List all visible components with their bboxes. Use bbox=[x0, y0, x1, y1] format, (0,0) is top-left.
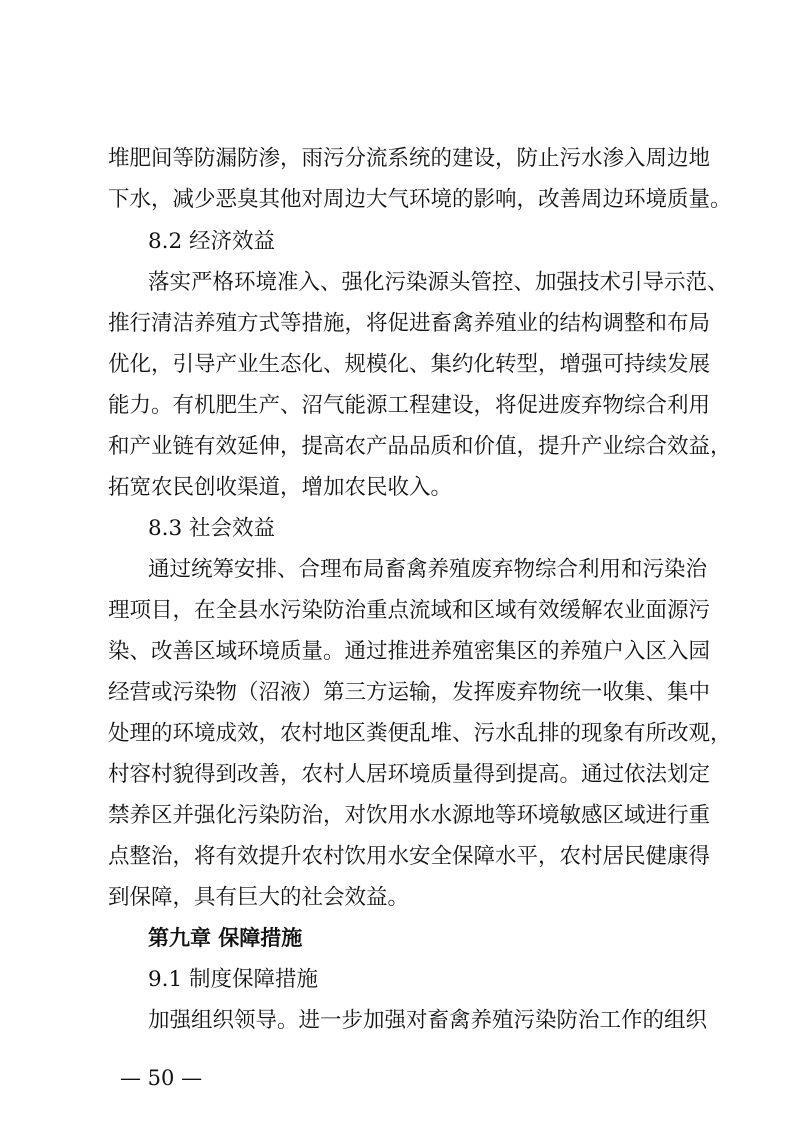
page-number: — 50 — bbox=[120, 1066, 203, 1090]
paragraph-line: 染、改善区域环境质量。通过推进养殖密集区的养殖户入区入园 bbox=[108, 639, 711, 664]
paragraph-line: 点整治，将有效提升农村饮用水安全保障水平，农村居民健康得 bbox=[108, 844, 711, 869]
paragraph-line: 通过统筹安排、合理布局畜禽养殖废弃物综合利用和污染治 bbox=[148, 557, 708, 582]
paragraph-line: 能力。有机肥生产、沼气能源工程建设，将促进废弃物综合利用 bbox=[108, 393, 711, 418]
section-heading-8-3: 8.3 社会效益 bbox=[148, 516, 276, 541]
paragraph-line: 村容村貌得到改善，农村人居环境质量得到提高。通过依法划定 bbox=[108, 762, 711, 787]
paragraph-line: 加强组织领导。进一步加强对畜禽养殖污染防治工作的组织 bbox=[148, 1008, 708, 1033]
paragraph-line: 禁养区并强化污染防治，对饮用水水源地等环境敏感区域进行重 bbox=[108, 803, 711, 828]
paragraph-line: 堆肥间等防漏防渗，雨污分流系统的建设，防止污水渗入周边地 bbox=[108, 146, 711, 171]
paragraph-line: 经营或污染物（沼液）第三方运输，发挥废弃物统一收集、集中 bbox=[108, 680, 711, 705]
section-heading-8-2: 8.2 经济效益 bbox=[148, 229, 276, 254]
paragraph-line: 推行清洁养殖方式等措施，将促进畜禽养殖业的结构调整和布局 bbox=[108, 311, 711, 336]
chapter-heading-9: 第九章 保障措施 bbox=[148, 926, 303, 950]
section-heading-9-1: 9.1 制度保障措施 bbox=[148, 967, 319, 992]
paragraph-line: 处理的环境成效，农村地区粪便乱堆、污水乱排的现象有所改观， bbox=[108, 721, 732, 746]
paragraph-line: 到保障，具有巨大的社会效益。 bbox=[108, 885, 410, 910]
paragraph-line: 优化，引导产业生态化、规模化、集约化转型，增强可持续发展 bbox=[108, 352, 711, 377]
paragraph-line: 理项目，在全县水污染防治重点流域和区域有效缓解农业面源污 bbox=[108, 598, 711, 623]
paragraph-line: 拓宽农民创收渠道，增加农民收入。 bbox=[108, 475, 453, 500]
paragraph-line: 下水，减少恶臭其他对周边大气环境的影响，改善周边环境质量。 bbox=[108, 187, 732, 212]
paragraph-line: 和产业链有效延伸，提高农产品品质和价值，提升产业综合效益， bbox=[108, 434, 732, 459]
paragraph-line: 落实严格环境准入、强化污染源头管控、加强技术引导示范、 bbox=[148, 270, 729, 295]
